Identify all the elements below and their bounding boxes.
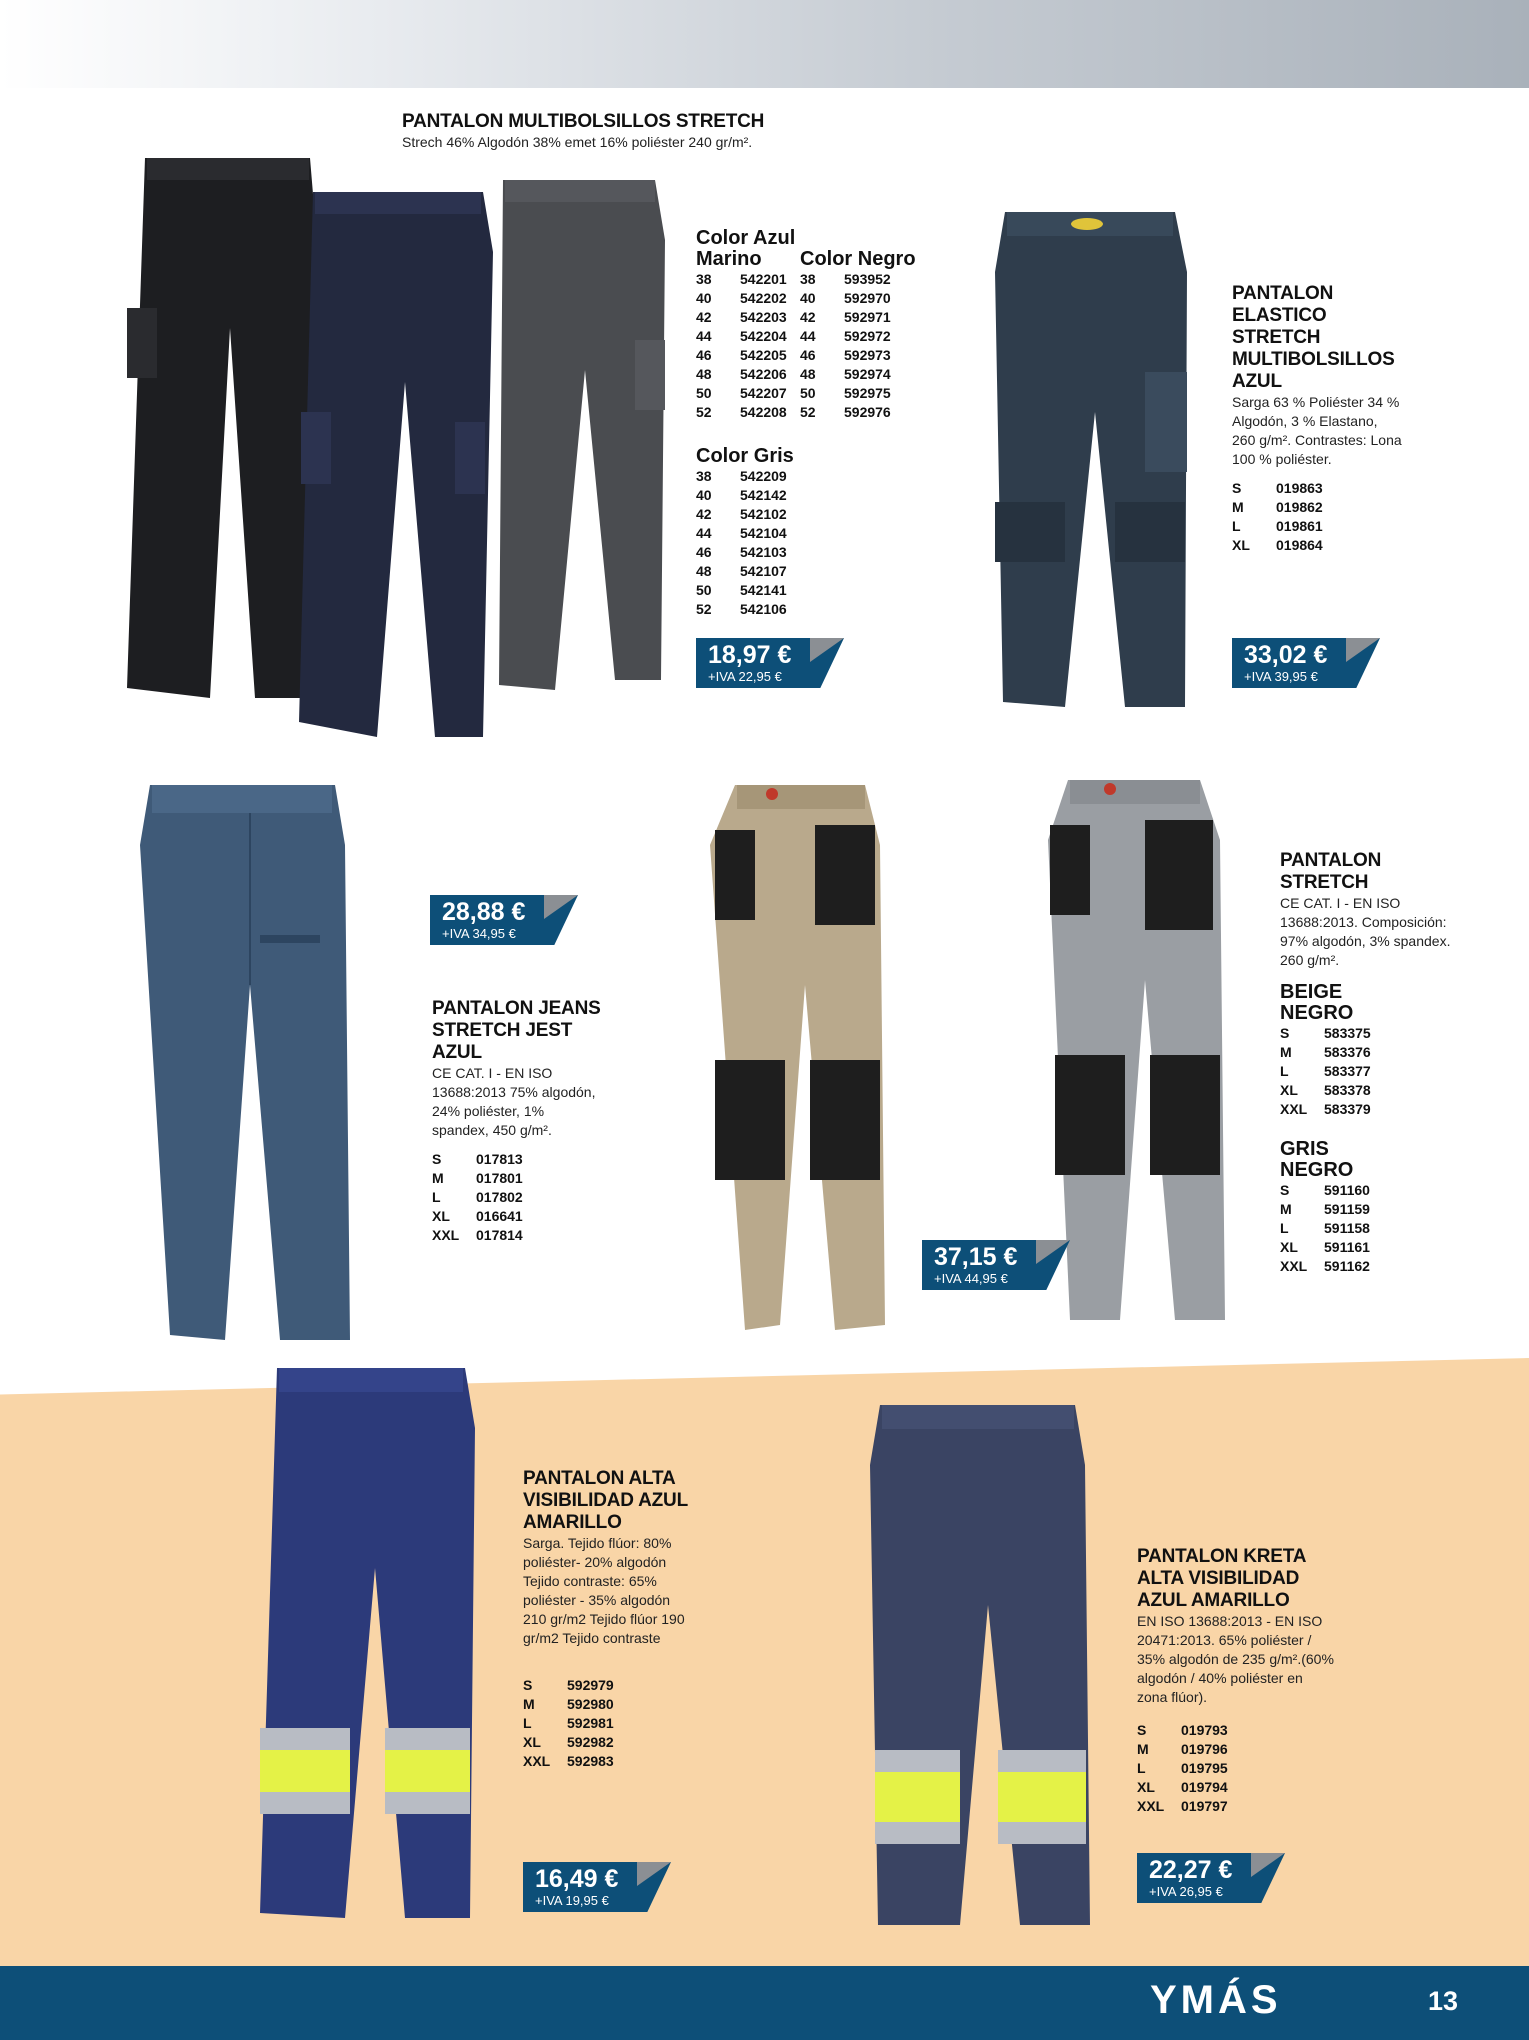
size-label: L bbox=[1137, 1760, 1146, 1776]
product7-image bbox=[870, 1405, 1095, 1930]
product1-gris-heading: Color Gris bbox=[696, 445, 794, 467]
code-row bbox=[1280, 1238, 1455, 1257]
product5-info bbox=[1280, 850, 1455, 1276]
product6-title: PANTALON ALTA VISIBILIDAD AZUL AMARILLO bbox=[523, 1468, 688, 1533]
code-row bbox=[696, 486, 816, 505]
size-label: 48 bbox=[696, 366, 712, 382]
article-code: 592973 bbox=[844, 347, 891, 363]
article-code: 542209 bbox=[740, 468, 787, 484]
article-code: 019863 bbox=[1276, 480, 1323, 496]
article-code: 542104 bbox=[740, 525, 787, 541]
article-code: 583377 bbox=[1324, 1063, 1371, 1079]
code-row bbox=[523, 1733, 688, 1752]
code-row bbox=[1280, 1043, 1455, 1062]
article-code: 542107 bbox=[740, 563, 787, 579]
product1-price-tag bbox=[696, 638, 844, 688]
article-code: 583375 bbox=[1324, 1025, 1371, 1041]
product1-price-iva: +IVA 22,95 € bbox=[708, 669, 782, 684]
code-row bbox=[1137, 1759, 1337, 1778]
size-label: 50 bbox=[696, 582, 712, 598]
code-row bbox=[696, 600, 816, 619]
article-code: 542202 bbox=[740, 290, 787, 306]
code-row bbox=[1232, 536, 1402, 555]
product6-codes bbox=[523, 1676, 688, 1771]
black-trousers bbox=[127, 158, 315, 698]
article-code: 016641 bbox=[476, 1208, 523, 1224]
article-code: 591159 bbox=[1324, 1201, 1370, 1217]
product1-azul-table bbox=[696, 228, 806, 422]
code-row bbox=[800, 384, 920, 403]
size-label: 44 bbox=[696, 525, 712, 541]
article-code: 019797 bbox=[1181, 1798, 1228, 1814]
product6-price: 16,49 € bbox=[535, 1865, 619, 1893]
size-label: 44 bbox=[800, 328, 816, 344]
size-label: 52 bbox=[800, 404, 816, 420]
size-label: 38 bbox=[696, 271, 712, 287]
product1-azul-heading: Color Azul Marino bbox=[696, 227, 796, 270]
size-label: XL bbox=[523, 1734, 541, 1750]
size-label: 42 bbox=[696, 506, 712, 522]
product1-gris-codes bbox=[696, 467, 816, 619]
size-label: L bbox=[1280, 1063, 1289, 1079]
article-code: 542141 bbox=[740, 582, 787, 598]
product2-title: PANTALON ELASTICO STRETCH MULTIBOLSILLOS AZUL bbox=[1232, 283, 1395, 392]
product1-price: 18,97 € bbox=[708, 641, 792, 669]
article-code: 593952 bbox=[844, 271, 891, 287]
code-row bbox=[1280, 1200, 1455, 1219]
product1-image bbox=[125, 150, 665, 740]
article-code: 591158 bbox=[1324, 1220, 1370, 1236]
article-code: 019861 bbox=[1276, 518, 1323, 534]
size-label: XL bbox=[1137, 1779, 1155, 1795]
size-label: 40 bbox=[800, 290, 816, 306]
size-label: XXL bbox=[523, 1753, 551, 1769]
article-code: 591161 bbox=[1324, 1239, 1370, 1255]
code-row bbox=[1137, 1740, 1337, 1759]
article-code: 019796 bbox=[1181, 1741, 1228, 1757]
code-row bbox=[696, 562, 816, 581]
size-label: S bbox=[432, 1151, 442, 1167]
product6-price-iva: +IVA 19,95 € bbox=[535, 1893, 609, 1908]
product3-info bbox=[432, 998, 602, 1245]
article-code: 583378 bbox=[1324, 1082, 1371, 1098]
grey-trousers bbox=[499, 180, 665, 690]
article-code: 592983 bbox=[567, 1753, 614, 1769]
code-row bbox=[1137, 1778, 1337, 1797]
code-row bbox=[696, 543, 816, 562]
product3-price-tag bbox=[430, 895, 578, 945]
article-code: 592976 bbox=[844, 404, 891, 420]
product4-price-iva: +IVA 44,95 € bbox=[934, 1271, 1008, 1286]
size-label: S bbox=[1137, 1722, 1147, 1738]
product5-beige-codes bbox=[1280, 1024, 1455, 1119]
article-code: 017802 bbox=[476, 1189, 523, 1205]
size-label: 46 bbox=[800, 347, 816, 363]
code-row bbox=[800, 308, 920, 327]
product5-description: CE CAT. I - EN ISO 13688:2013. Composición: 97% algodón, 3% spandex. 260 g/m². bbox=[1280, 895, 1451, 968]
article-code: 019862 bbox=[1276, 499, 1323, 515]
size-label: 52 bbox=[696, 601, 712, 617]
code-row bbox=[1232, 517, 1402, 536]
product7-description: EN ISO 13688:2013 - EN ISO 20471:2013. 65% poliéster / 35% algodón de 235 g/m².(60% algodón / 40% poliéster en zona flúor). bbox=[1137, 1613, 1334, 1705]
product1-azul-codes bbox=[696, 270, 806, 422]
product1-negro-codes bbox=[800, 270, 920, 422]
size-label: XXL bbox=[1280, 1101, 1308, 1117]
size-label: 42 bbox=[696, 309, 712, 325]
article-code: 591162 bbox=[1324, 1258, 1370, 1274]
navy-trousers bbox=[299, 192, 493, 737]
size-label: XXL bbox=[432, 1227, 460, 1243]
code-row bbox=[1232, 498, 1402, 517]
code-row bbox=[432, 1188, 602, 1207]
code-row bbox=[1280, 1219, 1455, 1238]
product1-gris-table bbox=[696, 446, 816, 619]
article-code: 592971 bbox=[844, 309, 891, 325]
article-code: 592972 bbox=[844, 328, 891, 344]
size-label: M bbox=[523, 1696, 535, 1712]
product7-title: PANTALON KRETA ALTA VISIBILIDAD AZUL AMARILLO bbox=[1137, 1546, 1306, 1611]
product3-codes bbox=[432, 1150, 602, 1245]
article-code: 542208 bbox=[740, 404, 787, 420]
code-row bbox=[432, 1226, 602, 1245]
size-label: XL bbox=[1280, 1082, 1298, 1098]
code-row bbox=[696, 308, 806, 327]
code-row bbox=[432, 1169, 602, 1188]
code-row bbox=[432, 1150, 602, 1169]
size-label: 48 bbox=[696, 563, 712, 579]
size-label: M bbox=[1232, 499, 1244, 515]
code-row bbox=[696, 365, 806, 384]
code-row bbox=[800, 270, 920, 289]
size-label: 42 bbox=[800, 309, 816, 325]
article-code: 542204 bbox=[740, 328, 787, 344]
size-label: S bbox=[1280, 1182, 1290, 1198]
code-row bbox=[800, 403, 920, 422]
code-row bbox=[523, 1695, 688, 1714]
code-row bbox=[800, 289, 920, 308]
product7-price: 22,27 € bbox=[1149, 1856, 1233, 1884]
code-row bbox=[696, 505, 816, 524]
footer-bar bbox=[0, 1966, 1529, 2040]
size-label: L bbox=[432, 1189, 441, 1205]
code-row bbox=[696, 524, 816, 543]
code-row bbox=[696, 384, 806, 403]
product5-gris-codes bbox=[1280, 1181, 1455, 1276]
code-row bbox=[696, 327, 806, 346]
article-code: 591160 bbox=[1324, 1182, 1370, 1198]
product4-price-tag bbox=[922, 1240, 1070, 1290]
size-label: S bbox=[523, 1677, 533, 1693]
product1-title: PANTALON MULTIBOLSILLOS STRETCH bbox=[402, 111, 765, 132]
code-row bbox=[696, 346, 806, 365]
article-code: 542103 bbox=[740, 544, 787, 560]
product6-info bbox=[523, 1468, 688, 1771]
code-row bbox=[1280, 1100, 1455, 1119]
product2-info bbox=[1232, 283, 1402, 555]
product6-price-tag bbox=[523, 1862, 671, 1912]
article-code: 583376 bbox=[1324, 1044, 1371, 1060]
article-code: 542207 bbox=[740, 385, 787, 401]
product1-info bbox=[402, 111, 862, 152]
code-row bbox=[696, 467, 816, 486]
size-label: M bbox=[432, 1170, 444, 1186]
size-label: XL bbox=[432, 1208, 450, 1224]
product1-negro-heading: Color Negro bbox=[800, 248, 916, 270]
page-number: 13 bbox=[1428, 1986, 1459, 2016]
code-row bbox=[432, 1207, 602, 1226]
product6-image bbox=[255, 1368, 480, 1923]
product7-codes bbox=[1137, 1721, 1337, 1816]
size-label: 38 bbox=[696, 468, 712, 484]
article-code: 592974 bbox=[844, 366, 891, 382]
product5-beige-heading: BEIGE NEGRO bbox=[1280, 981, 1354, 1024]
size-label: M bbox=[1280, 1201, 1292, 1217]
code-row bbox=[1280, 1081, 1455, 1100]
article-code: 542205 bbox=[740, 347, 787, 363]
product6-description: Sarga. Tejido flúor: 80% poliéster- 20% algodón Tejido contraste: 65% poliéster - 35% algodón 210 gr/m2 Tejido flúor 190 gr/m2 Tejido contraste bbox=[523, 1535, 685, 1646]
size-label: 50 bbox=[800, 385, 816, 401]
product7-price-iva: +IVA 26,95 € bbox=[1149, 1884, 1223, 1899]
article-code: 017813 bbox=[476, 1151, 523, 1167]
header-band bbox=[0, 0, 1529, 88]
size-label: L bbox=[523, 1715, 532, 1731]
code-row bbox=[1137, 1797, 1337, 1816]
size-label: 38 bbox=[800, 271, 816, 287]
size-label: XXL bbox=[1280, 1258, 1308, 1274]
size-label: XL bbox=[1232, 537, 1250, 553]
article-code: 017801 bbox=[476, 1170, 523, 1186]
product5-gris-heading: GRIS NEGRO bbox=[1280, 1138, 1354, 1181]
product2-price-tag bbox=[1232, 638, 1380, 688]
size-label: 46 bbox=[696, 544, 712, 560]
product2-codes bbox=[1232, 479, 1402, 555]
size-label: L bbox=[1280, 1220, 1289, 1236]
size-label: 52 bbox=[696, 404, 712, 420]
article-code: 542206 bbox=[740, 366, 787, 382]
code-row bbox=[696, 289, 806, 308]
size-label: 40 bbox=[696, 487, 712, 503]
product3-image bbox=[140, 785, 360, 1345]
article-code: 592980 bbox=[567, 1696, 614, 1712]
article-code: 592981 bbox=[567, 1715, 614, 1731]
product3-price-iva: +IVA 34,95 € bbox=[442, 926, 516, 941]
article-code: 017814 bbox=[476, 1227, 523, 1243]
code-row bbox=[1280, 1181, 1455, 1200]
size-label: 48 bbox=[800, 366, 816, 382]
size-label: M bbox=[1280, 1044, 1292, 1060]
code-row bbox=[1280, 1062, 1455, 1081]
code-row bbox=[696, 403, 806, 422]
code-row bbox=[800, 365, 920, 384]
product2-image bbox=[995, 212, 1195, 712]
article-code: 542142 bbox=[740, 487, 787, 503]
article-code: 542201 bbox=[740, 271, 787, 287]
product1-negro-table bbox=[800, 249, 920, 422]
article-code: 592970 bbox=[844, 290, 891, 306]
code-row bbox=[1280, 1257, 1455, 1276]
code-row bbox=[800, 327, 920, 346]
code-row bbox=[523, 1714, 688, 1733]
code-row bbox=[523, 1752, 688, 1771]
size-label: S bbox=[1280, 1025, 1290, 1041]
product1-description: Strech 46% Algodón 38% emet 16% poliéster 240 gr/m². bbox=[402, 134, 753, 150]
article-code: 592979 bbox=[567, 1677, 614, 1693]
size-label: 50 bbox=[696, 385, 712, 401]
product2-price: 33,02 € bbox=[1244, 641, 1328, 669]
size-label: 46 bbox=[696, 347, 712, 363]
size-label: M bbox=[1137, 1741, 1149, 1757]
article-code: 019794 bbox=[1181, 1779, 1228, 1795]
code-row bbox=[1232, 479, 1402, 498]
product3-price: 28,88 € bbox=[442, 898, 526, 926]
brand-logo bbox=[1071, 218, 1103, 230]
size-label: 44 bbox=[696, 328, 712, 344]
product5-title: PANTALON STRETCH bbox=[1280, 850, 1382, 893]
product3-title: PANTALON JEANS STRETCH JEST AZUL bbox=[432, 998, 601, 1063]
article-code: 542102 bbox=[740, 506, 787, 522]
product4-price: 37,15 € bbox=[934, 1243, 1018, 1271]
article-code: 019793 bbox=[1181, 1722, 1228, 1738]
size-label: XXL bbox=[1137, 1798, 1165, 1814]
brand-logo-text: YMÁS bbox=[1150, 1978, 1282, 2022]
size-label: 40 bbox=[696, 290, 712, 306]
code-row bbox=[696, 270, 806, 289]
code-row bbox=[800, 346, 920, 365]
article-code: 592975 bbox=[844, 385, 891, 401]
article-code: 592982 bbox=[567, 1734, 614, 1750]
article-code: 583379 bbox=[1324, 1101, 1371, 1117]
product3-description: CE CAT. I - EN ISO 13688:2013 75% algodón, 24% poliéster, 1% spandex, 450 g/m². bbox=[432, 1065, 596, 1138]
product4-image bbox=[705, 785, 890, 1335]
product2-description: Sarga 63 % Poliéster 34 % Algodón, 3 % Elastano, 260 g/m². Contrastes: Lona 100 % poliéster. bbox=[1232, 394, 1402, 467]
size-label: L bbox=[1232, 518, 1241, 534]
article-code: 019864 bbox=[1276, 537, 1323, 553]
article-code: 019795 bbox=[1181, 1760, 1228, 1776]
size-label: S bbox=[1232, 480, 1242, 496]
product2-price-iva: +IVA 39,95 € bbox=[1244, 669, 1318, 684]
article-code: 542106 bbox=[740, 601, 787, 617]
code-row bbox=[696, 581, 816, 600]
article-code: 542203 bbox=[740, 309, 787, 325]
code-row bbox=[1280, 1024, 1455, 1043]
code-row bbox=[523, 1676, 688, 1695]
size-label: XL bbox=[1280, 1239, 1298, 1255]
product7-info bbox=[1137, 1546, 1337, 1816]
code-row bbox=[1137, 1721, 1337, 1740]
product7-price-tag bbox=[1137, 1853, 1285, 1903]
